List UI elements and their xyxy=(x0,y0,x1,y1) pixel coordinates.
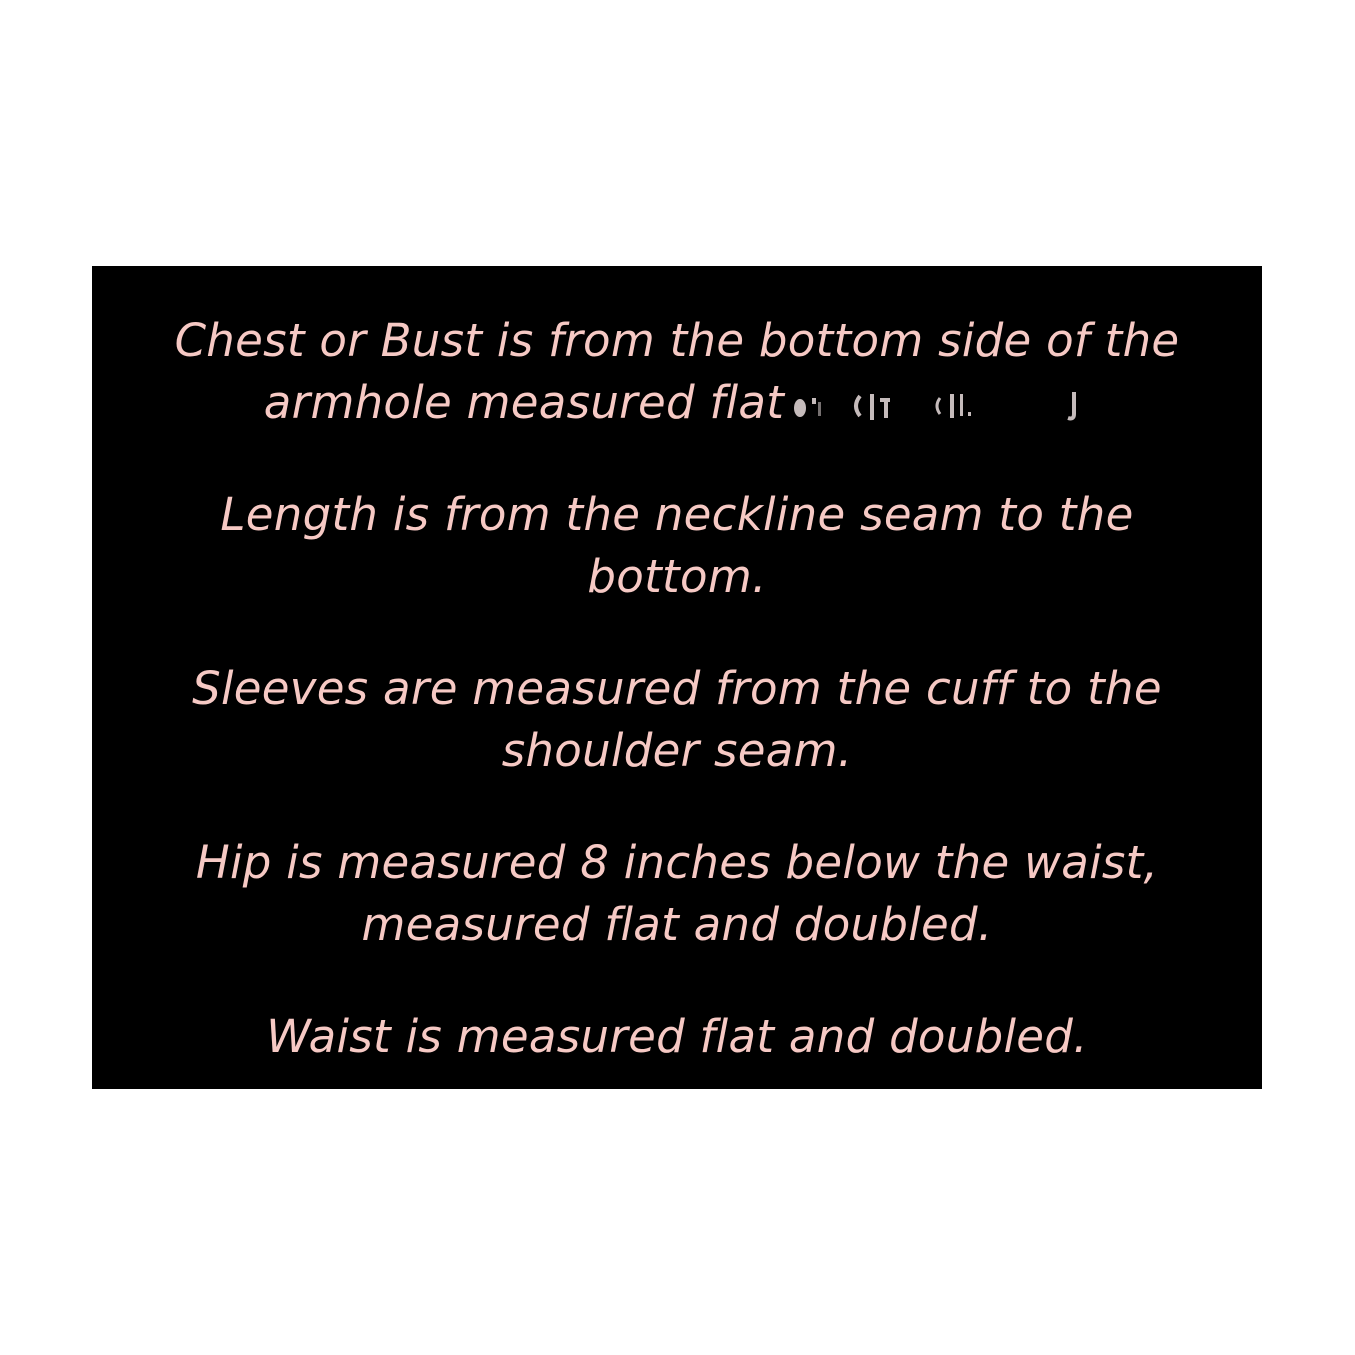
length-line-1: Length is from the neckline seam to the xyxy=(220,488,1134,541)
waist-line-1: Waist is measured flat and doubled. xyxy=(266,1010,1088,1063)
chest-line-2 xyxy=(92,372,1262,434)
paragraph-gap xyxy=(92,782,1262,832)
paragraph-gap xyxy=(92,956,1262,1006)
sleeves-line-1: Sleeves are measured from the cuff to the xyxy=(192,662,1162,715)
chest-line-2-text: armhole measured flat xyxy=(263,376,785,429)
hip-line-1: Hip is measured 8 inches below the waist, xyxy=(195,836,1159,889)
length-line-2: bottom. xyxy=(587,550,767,603)
sleeves-line-2: shoulder seam. xyxy=(501,724,853,777)
chest-line-1: Chest or Bust is from the bottom side of the xyxy=(174,314,1180,367)
hip-line-2: measured flat and doubled. xyxy=(361,898,993,951)
paragraph-gap xyxy=(92,434,1262,484)
measurement-panel xyxy=(92,266,1262,1089)
garbled-text-artifact xyxy=(790,384,1090,424)
paragraph-gap xyxy=(92,608,1262,658)
